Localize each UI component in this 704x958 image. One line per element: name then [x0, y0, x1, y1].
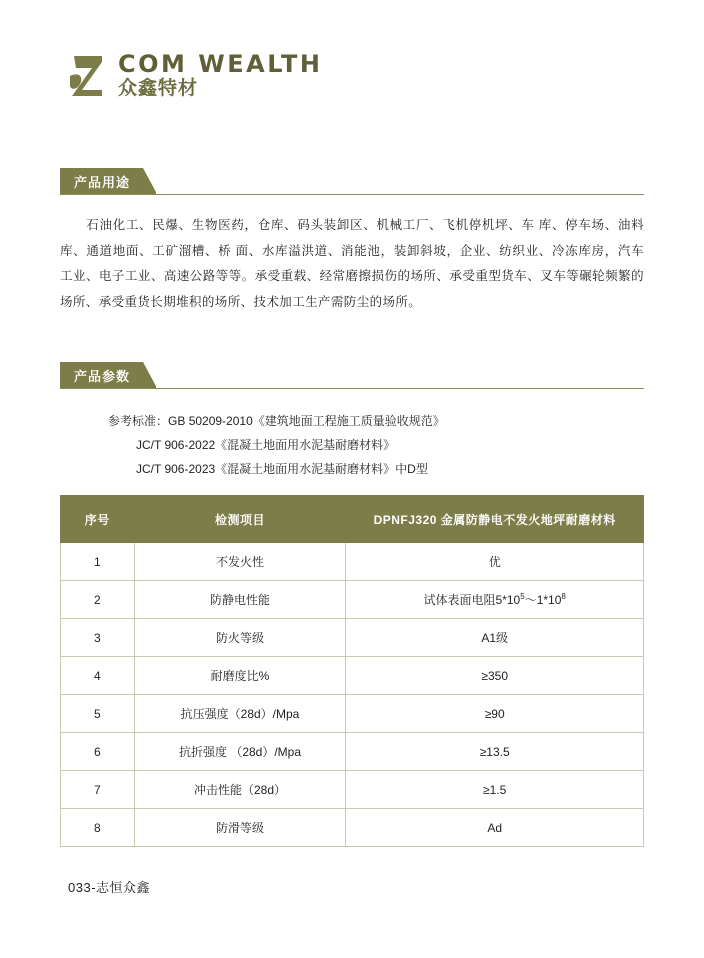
standards-line-3 [108, 457, 644, 481]
table-header-row [61, 496, 644, 543]
table-header-item: 检测项目 [134, 496, 346, 543]
parameters-table [60, 495, 644, 847]
row-no: 6 [61, 733, 135, 771]
section-parameters [60, 362, 644, 847]
row-item: 不发火性 [134, 543, 346, 581]
logo-text [118, 50, 322, 100]
row-no: 2 [61, 581, 135, 619]
row-no: 7 [61, 771, 135, 809]
table-body [61, 543, 644, 847]
usage-heading-label: 产品用途 [60, 168, 156, 194]
standards-line-1 [108, 409, 644, 433]
row-value-sup1: 5 [520, 592, 525, 601]
row-value-sup2: 8 [561, 592, 566, 601]
standard-item-1: GB 50209-2010《建筑地面工程施工质量验收规范》 [168, 414, 445, 428]
usage-paragraph [60, 213, 644, 316]
table-row [61, 809, 644, 847]
row-item: 冲击性能（28d） [134, 771, 346, 809]
company-logo [68, 50, 322, 100]
row-no: 3 [61, 619, 135, 657]
standards-label: 参考标准： [108, 414, 169, 428]
row-item: 防静电性能 [134, 581, 346, 619]
row-no: 8 [61, 809, 135, 847]
table-header-value: DPNFJ320 金属防静电不发火地坪耐磨材料 [346, 496, 644, 543]
row-no: 1 [61, 543, 135, 581]
table-row [61, 581, 644, 619]
table-header-no: 序号 [61, 496, 135, 543]
row-value: ≥350 [346, 657, 644, 695]
row-item: 抗折强度 （28d）/Mpa [134, 733, 346, 771]
row-value-prefix: 试体表面电阻5*10 [423, 593, 521, 607]
row-value: ≥13.5 [346, 733, 644, 771]
parameters-heading-label: 产品参数 [60, 362, 156, 388]
page-footer: 033-志恒众鑫 [68, 880, 151, 895]
row-value: Ad [346, 809, 644, 847]
section-usage [60, 168, 644, 316]
reference-standards [60, 409, 644, 481]
row-value-mid: ～1*10 [524, 593, 562, 607]
row-value: A1级 [346, 619, 644, 657]
zx-monogram-icon [68, 50, 112, 98]
row-no: 4 [61, 657, 135, 695]
standards-line-2 [108, 433, 644, 457]
table-row [61, 771, 644, 809]
row-value: ≥90 [346, 695, 644, 733]
row-value: 优 [346, 543, 644, 581]
row-item: 防滑等级 [134, 809, 346, 847]
table-row [61, 695, 644, 733]
logo-english: COM WEALTH [118, 50, 323, 78]
row-item: 防火等级 [134, 619, 346, 657]
usage-paragraph-text: 石油化工、民爆、生物医药，仓库、码头装卸区、机械工厂、飞机停机坪、车 库、停车场、油料库、通道地面、工矿溜槽、桥 面、水库溢洪道、消能池，装卸斜坡，企业、纺织业、冷冻库房，汽车工业、电子工业、高速公路等等。承受重载、经常磨擦损伤的场所、承受重型货车、叉车等碾轮频繁的场所、承受重货长期堆积的场所、技术加工生产需防尘的场所。 [60, 218, 644, 309]
row-item: 耐磨度比% [134, 657, 346, 695]
row-value [346, 581, 644, 619]
logo-chinese: 众鑫特材 [118, 78, 199, 100]
row-value: ≥1.5 [346, 771, 644, 809]
usage-heading-ribbon [60, 168, 644, 195]
row-no: 5 [61, 695, 135, 733]
table-row [61, 733, 644, 771]
parameters-heading-ribbon [60, 362, 644, 389]
table-row [61, 619, 644, 657]
table-row [61, 543, 644, 581]
table-row [61, 657, 644, 695]
standard-item-3: JC/T 906-2023《混凝土地面用水泥基耐磨材料》中D型 [136, 462, 428, 476]
row-item: 抗压强度（28d）/Mpa [134, 695, 346, 733]
standard-item-2: JC/T 906-2022《混凝土地面用水泥基耐磨材料》 [136, 438, 396, 452]
